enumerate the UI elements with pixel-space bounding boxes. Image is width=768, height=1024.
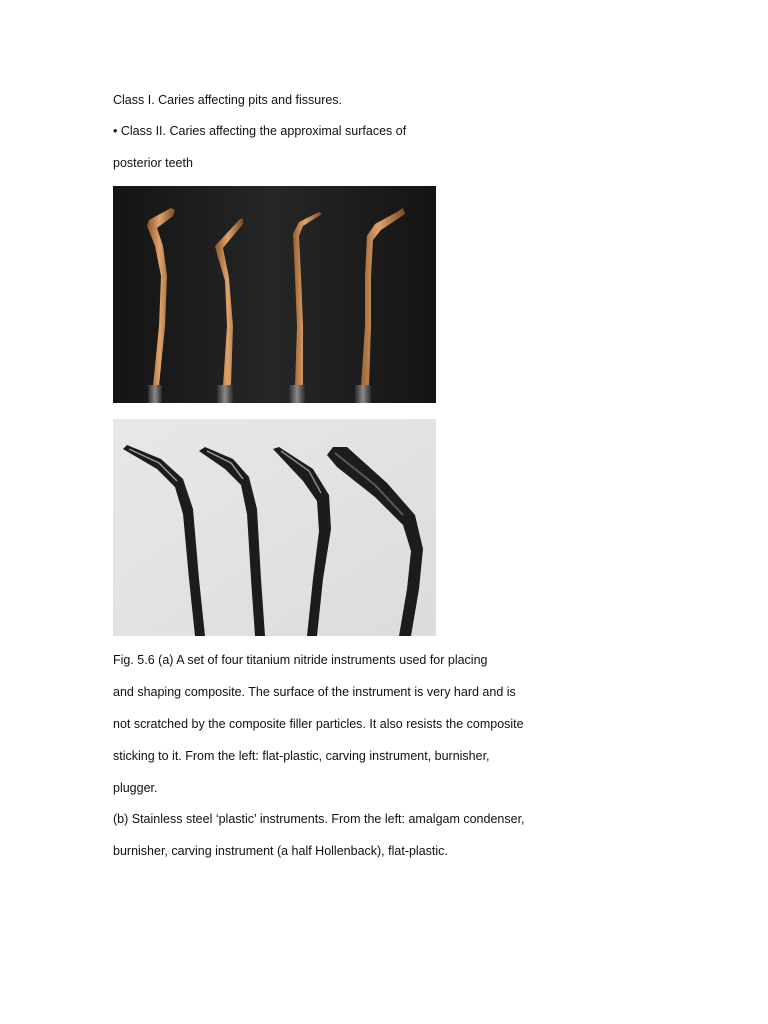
caption-line-1: Fig. 5.6 (a) A set of four titanium nitride instruments used for placing — [113, 653, 488, 667]
caption-line-4: sticking to it. From the left: flat-plastic, carving instrument, burnisher, — [113, 749, 490, 763]
stainless-steel-instruments-illustration — [113, 419, 436, 636]
intro-line-1: Class I. Caries affecting pits and fissures. — [113, 93, 343, 107]
caption-line-2: and shaping composite. The surface of the instrument is very hard and is — [113, 685, 516, 699]
caption-line-5: plugger. — [113, 781, 158, 795]
caption-line-6: (b) Stainless steel ‘plastic’ instruments. From the left: amalgam condenser, — [113, 812, 525, 826]
stainless-steel-instruments-photo — [113, 419, 436, 636]
titanium-nitride-instruments-photo — [113, 186, 436, 403]
caption-line-7: burnisher, carving instrument (a half Hollenback), flat-plastic. — [113, 844, 448, 858]
caption-line-3: not scratched by the composite filler particles. It also resists the composite — [113, 717, 524, 731]
titanium-nitride-instruments-illustration — [113, 186, 436, 403]
intro-line-3: posterior teeth — [113, 156, 193, 170]
intro-line-2: • Class II. Caries affecting the approximal surfaces of — [113, 124, 407, 138]
